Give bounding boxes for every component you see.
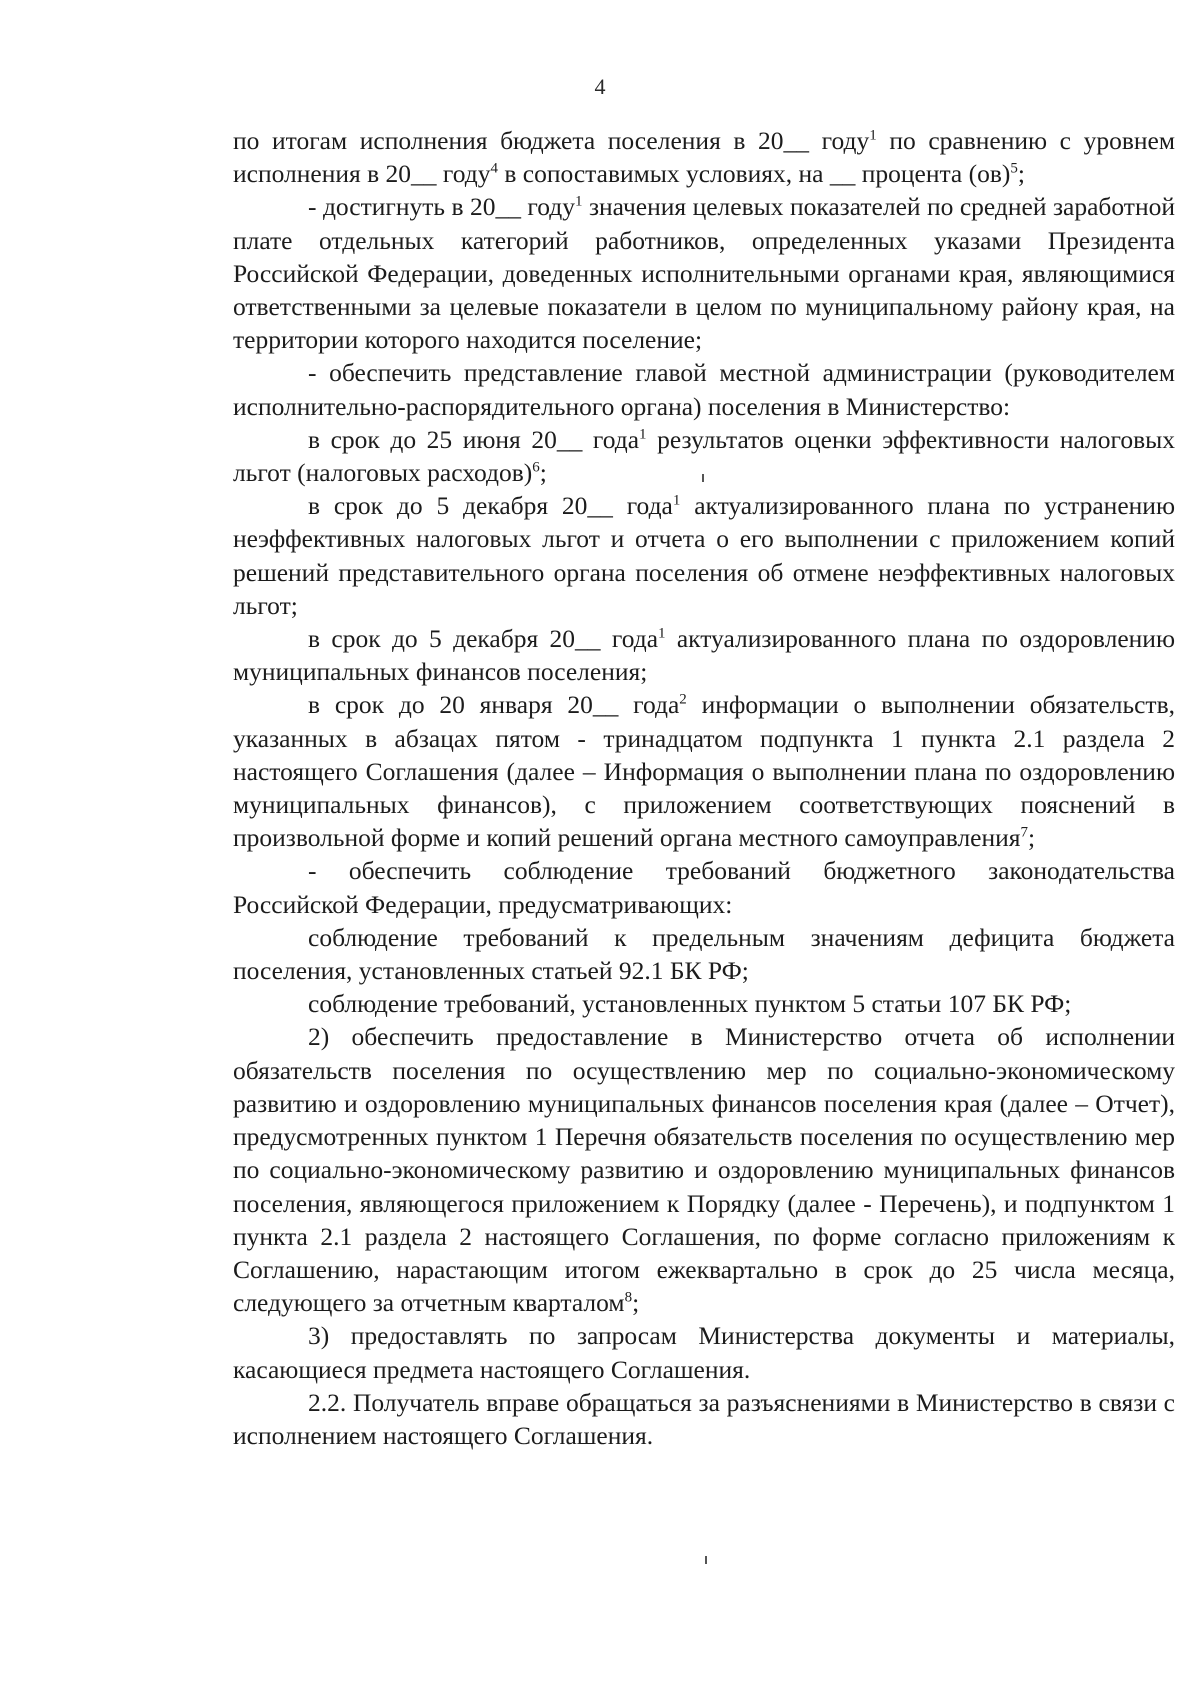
page-number: 4 [594,74,606,99]
footnote-marker: 1 [575,193,583,210]
paragraph-text: - обеспечить соблюдение требований бюджетного законодательства Российской Федерации, предусматривающих: [233,856,1175,919]
paragraph-text: в срок до 25 июня 20__ года [308,424,640,454]
scan-artifact-mark [702,474,704,482]
paragraph [233,489,1175,622]
scan-artifact-mark [705,1556,707,1564]
paragraph-text: в срок до 20 января 20__ года [308,690,680,720]
paragraph-text: в срок до 5 декабря 20__ года [308,491,673,521]
paragraph-text: соблюдение требований, установленных пунктом 5 статьи 107 БК РФ; [308,989,1072,1019]
paragraph-text: по итогам исполнения бюджета поселения в 20__ году [233,126,870,155]
paragraph-text: результатов оценки эффективности налоговых льгот (налоговых расходов) [233,424,1175,488]
footnote-marker: 2 [679,691,687,708]
footnote-marker: 1 [672,492,681,509]
document-body [233,124,1175,1452]
paragraph-text: ; [539,458,547,488]
footnote-marker: 8 [624,1289,633,1306]
footnote-marker: 1 [658,625,666,642]
paragraph-text: 2.2. Получатель вправе обращаться за разъяснениями в Министерство в связи с исполнением настоящего Соглашения. [233,1387,1175,1450]
footnote-marker: 4 [490,160,498,177]
paragraph-text: по сравнению с уровнем исполнения в 20__ году [233,126,1176,189]
paragraph [233,423,1175,489]
paragraph-text: в срок до 5 декабря 20__ года [308,624,659,654]
paragraph-text: ; [632,1288,640,1318]
paragraph-text: соблюдение требований к предельным значениям дефицита бюджета поселения, установленных статьей 92.1 БК РФ; [233,922,1175,986]
paragraph-text: - обеспечить представление главой местной администрации (руководителем исполнительно-распорядительного органа) поселения в Министерство: [233,358,1175,421]
paragraph [233,124,1175,190]
paragraph-text: значения целевых показателей по средней заработной плате отдельных категорий работников, определенных указами Президента Российской Федерации, доведенных исполнительными органами края, являющимися ответственными за целевые показатели в целом по муниципальному району края, на территории которого находится поселение; [233,192,1175,355]
paragraph [233,1386,1175,1452]
paragraph [233,622,1175,688]
paragraph-text: в сопоставимых условиях, на __ процента (ов) [497,159,1011,189]
paragraph-text: ; [1028,823,1036,853]
paragraph [233,854,1175,920]
paragraph [233,688,1175,854]
footnote-marker: 6 [532,459,540,476]
paragraph-text: ; [1017,159,1025,189]
footnote-marker: 5 [1010,160,1018,177]
paragraph [233,1020,1175,1319]
paragraph-text: - достигнуть в 20__ году [308,192,575,222]
paragraph-text: актуализированного плана по устранению неэффективных налоговых льгот и отчета о его выполнении с приложением копий решений представительного органа поселения об отмене неэффективных налоговых льгот; [233,491,1175,620]
paragraph [233,190,1175,356]
paragraph [233,921,1175,987]
paragraph [233,356,1175,422]
paragraph-text: 2) обеспечить предоставление в Министерство отчета об исполнении обязательств поселения по осуществлению мер по социально-экономическому развитию и оздоровлению муниципальных финансов поселения края (далее – Отчет), предусмотренных пунктом 1 Перечня обязательств поселения по осуществлению мер по социально-экономическому развитию и оздоровлению муниципальных финансов поселения, являющегося приложением к Порядку (далее - Перечень), и подпунктом 1 пункта 2.1 раздела 2 настоящего Соглашения, по форме согласно приложениям к Соглашению, нарастающим итогом ежеквартально в срок до 25 числа месяца, следующего за отчетным кварталом [233,1022,1175,1318]
paragraph-text: 3) предоставлять по запросам Министерства документы и материалы, касающиеся предмета настоящего Соглашения. [233,1321,1175,1384]
paragraph [233,987,1175,1020]
footnote-marker: 1 [869,127,877,144]
footnote-marker: 1 [639,426,647,443]
footnote-marker: 7 [1020,824,1029,841]
paragraph [233,1319,1175,1385]
paragraph-text: актуализированного плана по оздоровлению муниципальных финансов поселения; [233,624,1176,687]
paragraph-text: информации о выполнении обязательств, указанных в абзацах пятом - тринадцатом подпункта 1 пункта 2.1 раздела 2 настоящего Соглашения (далее – Информация о выполнении плана по оздоровлению муниципальных финансов), с приложением соответствующих пояснений в произвольной форме и копий решений органа местного самоуправления [233,690,1175,853]
